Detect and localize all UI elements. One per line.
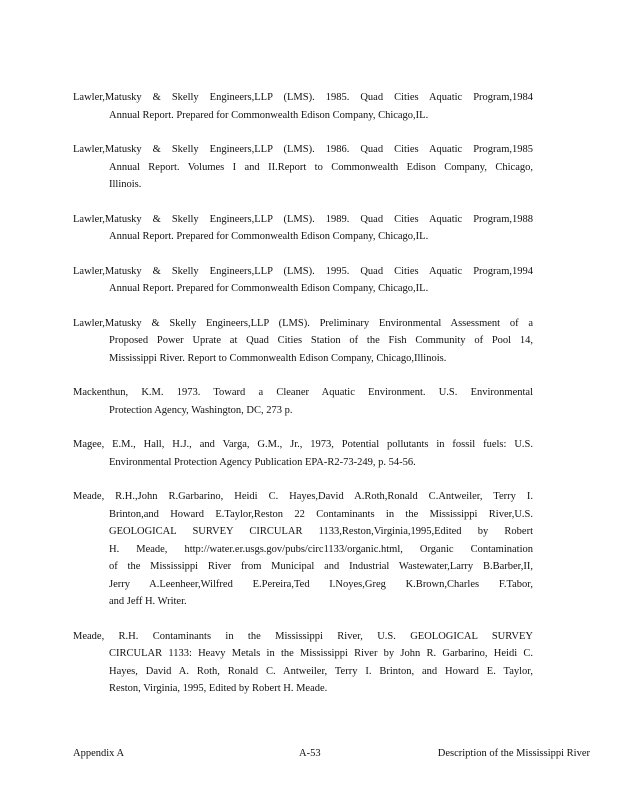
reference-line: and Jeff H. Writer. <box>109 596 187 607</box>
reference-line: Magee, E.M., Hall, H.J., and Varga, G.M., Jr., 1973, Potential pollutants in fossil fuels: U.S. <box>73 439 533 450</box>
reference-line: Jerry A.Leenheer,Wilfred E.Pereira,Ted I.Noyes,Greg K.Brown,Charles F.Tabor, <box>109 578 533 590</box>
footer-appendix-label: Appendix A <box>73 748 125 759</box>
reference-line: H. Meade, http://water.er.usgs.gov/pubs/circ1133/organic.html, Organic Contamination <box>109 543 533 555</box>
reference-entry <box>73 436 533 471</box>
reference-line: Hayes, David A. Roth, Ronald C. Antweiler, Terry I. Brinton, and Howard E. Taylor, <box>109 665 533 677</box>
reference-line: Lawler,Matusky & Skelly Engineers,LLP (LMS). 1985. Quad Cities Aquatic Program,1984 <box>73 92 533 103</box>
reference-line: Lawler,Matusky & Skelly Engineers,LLP (LMS). 1989. Quad Cities Aquatic Program,1988 <box>73 213 533 225</box>
reference-list <box>73 89 533 715</box>
footer-page-number: A-53 <box>299 748 321 759</box>
reference-entry <box>73 263 533 298</box>
reference-line: Annual Report. Prepared for Commonwealth Edison Company, Chicago,IL. <box>109 283 429 294</box>
reference-line: Illinois. <box>109 179 142 190</box>
reference-entry <box>73 628 533 698</box>
reference-line: CIRCULAR 1133: Heavy Metals in the Mississippi River by John R. Garbarino, Heidi C. <box>109 648 533 659</box>
reference-line: Annual Report. Prepared for Commonwealth Edison Company, Chicago,IL. <box>109 231 429 242</box>
reference-line: Reston, Virginia, 1995, Edited by Robert H. Meade. <box>109 683 328 694</box>
reference-line: Proposed Power Uprate at Quad Cities Station of the Fish Community of Pool 14, <box>109 335 533 346</box>
reference-line: Mackenthun, K.M. 1973. Toward a Cleaner Aquatic Environment. U.S. Environmental <box>73 387 533 398</box>
reference-line: Annual Report. Volumes I and II.Report to Commonwealth Edison Company, Chicago, <box>109 161 533 173</box>
reference-line: Brinton,and Howard E.Taylor,Reston 22 Contaminants in the Mississippi River,U.S. <box>109 508 533 520</box>
reference-line: Protection Agency, Washington, DC, 273 p. <box>109 404 293 416</box>
reference-line: Annual Report. Prepared for Commonwealth Edison Company, Chicago,IL. <box>109 109 429 121</box>
reference-line: Environmental Protection Agency Publication EPA-R2-73-249, p. 54-56. <box>109 456 416 468</box>
reference-line: Lawler,Matusky & Skelly Engineers,LLP (LMS). 1986. Quad Cities Aquatic Program,1985 <box>73 144 533 155</box>
reference-entry <box>73 488 533 611</box>
reference-entry <box>73 141 533 194</box>
reference-line: Meade, R.H.,John R.Garbarino, Heidi C. Hayes,David A.Roth,Ronald C.Antweiler, Terry I. <box>73 491 533 502</box>
reference-entry <box>73 384 533 419</box>
footer-document-title: Description of the Mississippi River <box>437 748 590 759</box>
reference-line: of the Mississippi River from Municipal and Industrial Wastewater,Larry B.Barber,II, <box>109 561 533 572</box>
reference-entry <box>73 89 533 124</box>
reference-line: Mississippi River. Report to Commonwealth Edison Company, Chicago,Illinois. <box>109 352 447 364</box>
reference-entry <box>73 315 533 368</box>
reference-line: Lawler,Matusky & Skelly Engineers,LLP (LMS). 1995. Quad Cities Aquatic Program,1994 <box>73 265 533 277</box>
reference-line: Meade, R.H. Contaminants in the Mississippi River, U.S. GEOLOGICAL SURVEY <box>73 630 533 642</box>
reference-entry <box>73 211 533 246</box>
reference-line: GEOLOGICAL SURVEY CIRCULAR 1133,Reston,Virginia,1995,Edited by Robert <box>109 526 533 537</box>
reference-line: Lawler,Matusky & Skelly Engineers,LLP (LMS). Preliminary Environmental Assessment of a <box>73 317 533 329</box>
page-footer <box>73 748 590 759</box>
